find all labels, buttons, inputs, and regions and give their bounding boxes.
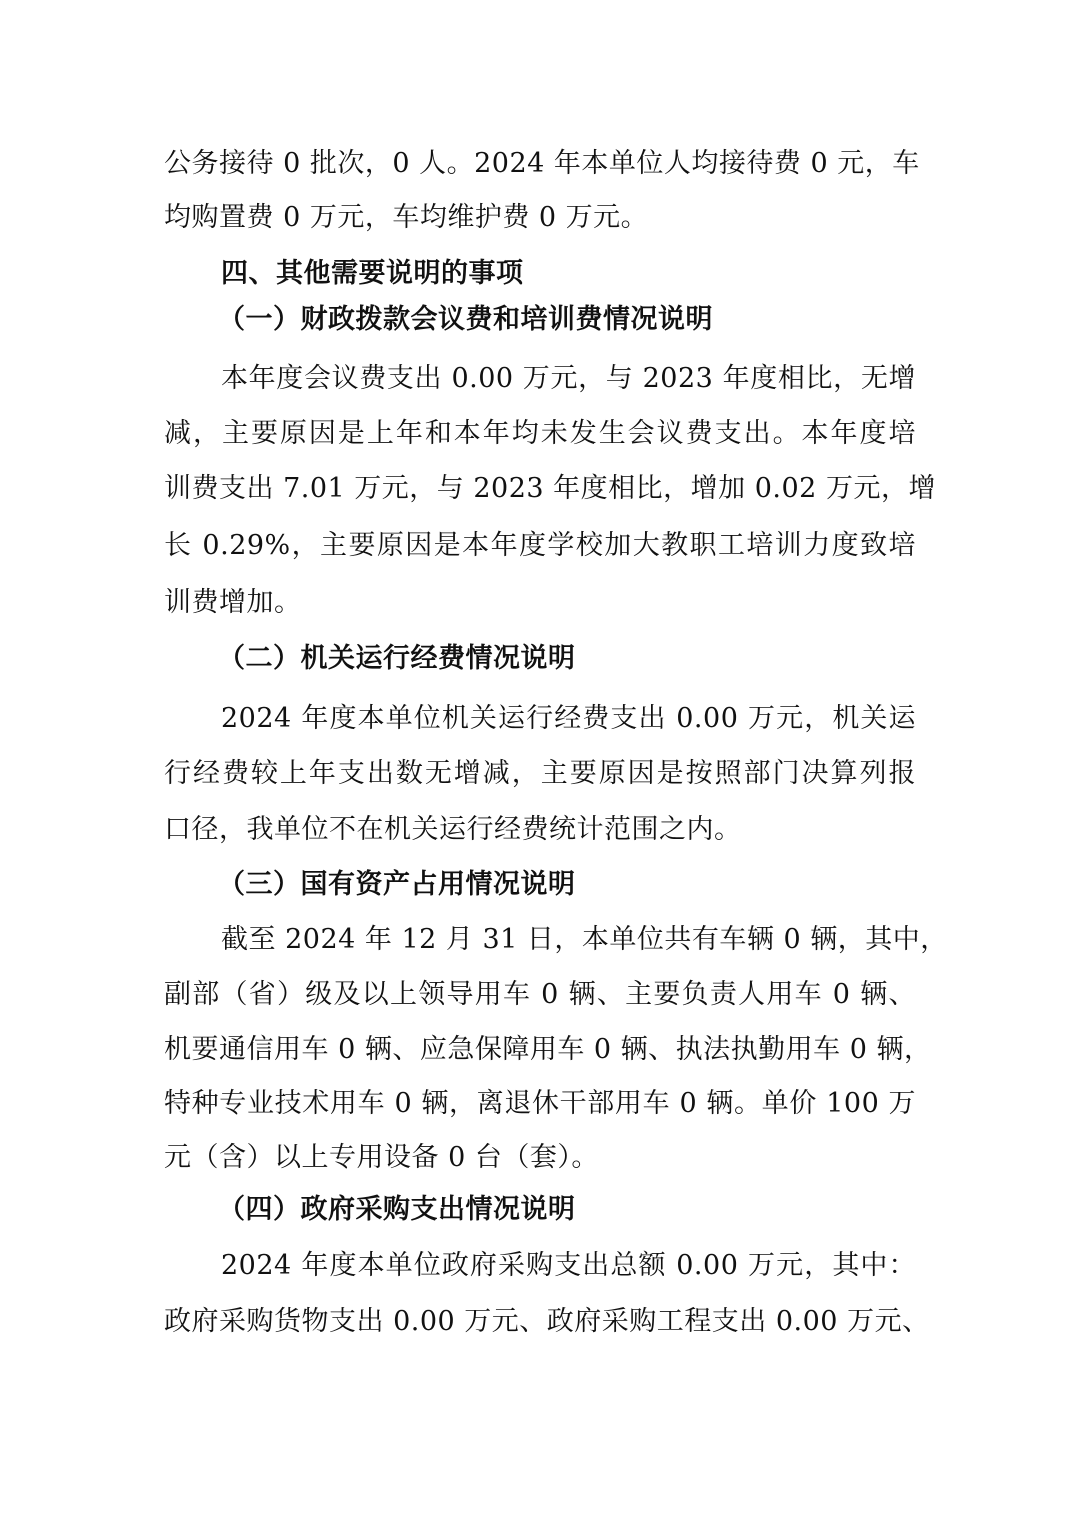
subsection-heading: （一）财政拨款会议费和培训费情况说明 bbox=[218, 304, 713, 335]
section-heading: 四、其他需要说明的事项 bbox=[221, 258, 524, 289]
body-text-line: 元（含）以上专用设备 0 台（套）。 bbox=[164, 1142, 599, 1173]
body-text-line: 本年度会议费支出 0.00 万元，与 2023 年度相比，无增 bbox=[221, 363, 916, 394]
body-text-line: 口径，我单位不在机关运行经费统计范围之内。 bbox=[164, 814, 742, 845]
subsection-heading: （二）机关运行经费情况说明 bbox=[218, 643, 576, 674]
body-text-line: 训费支出 7.01 万元，与 2023 年度相比，增加 0.02 万元，增 bbox=[164, 473, 936, 504]
body-text-line: 政府采购货物支出 0.00 万元、政府采购工程支出 0.00 万元、 bbox=[164, 1306, 930, 1337]
body-text-line: 行经费较上年支出数无增减，主要原因是按照部门决算列报 bbox=[164, 758, 916, 789]
body-text-line: 截至 2024 年 12 月 31 日，本单位共有车辆 0 辆，其中， bbox=[221, 924, 948, 955]
body-text-line: 机要通信用车 0 辆、应急保障用车 0 辆、执法执勤用车 0 辆， bbox=[164, 1034, 932, 1065]
body-text-line: 均购置费 0 万元，车均维护费 0 万元。 bbox=[164, 202, 649, 233]
subsection-heading: （三）国有资产占用情况说明 bbox=[218, 869, 576, 900]
body-text-line: 长 0.29%，主要原因是本年度学校加大教职工培训力度致培 bbox=[164, 530, 916, 561]
body-text-line: 公务接待 0 批次，0 人。2024 年本单位人均接待费 0 元，车 bbox=[164, 148, 920, 179]
body-text-line: 2024 年度本单位机关运行经费支出 0.00 万元，机关运 bbox=[221, 703, 916, 734]
body-text-line: 训费增加。 bbox=[164, 587, 302, 618]
body-text-line: 减，主要原因是上年和本年均未发生会议费支出。本年度培 bbox=[164, 418, 916, 449]
body-text-line: 副部（省）级及以上领导用车 0 辆、主要负责人用车 0 辆、 bbox=[164, 979, 916, 1010]
body-text-line: 特种专业技术用车 0 辆，离退休干部用车 0 辆。单价 100 万 bbox=[164, 1088, 916, 1119]
subsection-heading: （四）政府采购支出情况说明 bbox=[218, 1194, 576, 1225]
body-text-line: 2024 年度本单位政府采购支出总额 0.00 万元，其中： bbox=[221, 1250, 916, 1281]
